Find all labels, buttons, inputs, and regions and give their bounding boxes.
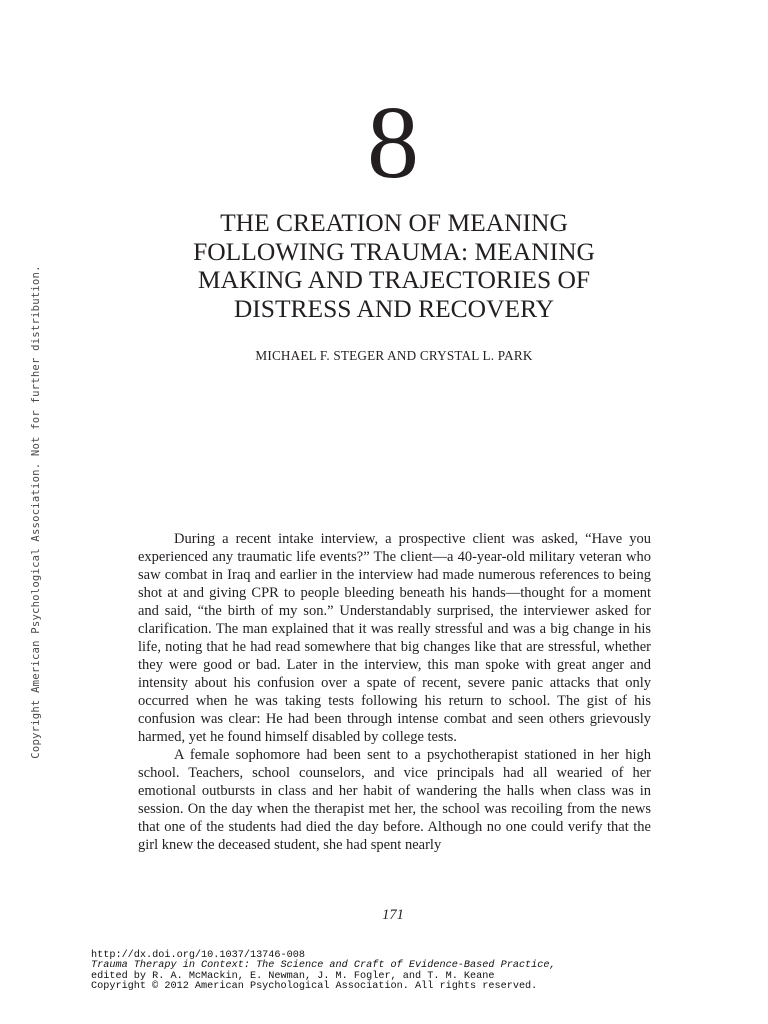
- editors-line: edited by R. A. McMackin, E. Newman, J. M. Fogler, and T. M. Keane: [91, 970, 495, 982]
- chapter-authors: MICHAEL F. STEGER AND CRYSTAL L. PARK: [255, 348, 533, 363]
- book-title: Trauma Therapy in Context: The Science and Craft of Evidence-Based Practice,: [91, 960, 556, 972]
- page-number: 171: [382, 907, 404, 923]
- copyright-side-notice: Copyright American Psychological Association. Not for further distribution.: [30, 265, 42, 759]
- doi-link[interactable]: http://dx.doi.org/10.1037/13746-008: [91, 950, 305, 961]
- chapter-body: [138, 530, 651, 854]
- body-paragraph: A female sophomore had been sent to a psychotherapist stationed in her high school. Teachers, school counselors, and vice principals had all wearied of her emotional outbursts in class and her habit of wandering the halls when class was in session. On the day when the therapist met her, the school was recoiling from the news that one of the students had died the day before. Although no one could verify that the girl knew the deceased student, she had spent nearly: [138, 747, 651, 853]
- chapter-title-line: MAKING AND TRAJECTORIES OF: [197, 265, 591, 294]
- chapter-title-line: FOLLOWING TRAUMA: MEANING: [193, 236, 595, 266]
- chapter-title-line: DISTRESS AND RECOVERY: [233, 293, 555, 323]
- chapter-title: [138, 209, 650, 323]
- copyright-line: Copyright © 2012 American Psychological Association. All rights reserved.: [91, 981, 538, 993]
- citation-footer: [91, 951, 556, 993]
- chapter-number: 8: [367, 85, 419, 200]
- body-paragraph: During a recent intake interview, a prospective client was asked, “Have you experienced any traumatic life events?” The client—a 40-year-old military veteran who saw combat in Iraq and earlier in the interview had made numerous references to being shot at and giving CPR to people bleeding beneath his hands—thought for a moment and said, “the birth of my son.” Understandably surprised, the interviewer asked for clarification. The man explained that it was really stressful and was a big change in his life, noting that he had read somewhere that big changes like that are stressful, whether they were good or bad. Later in the interview, this man spoke with great anger and intensity about his confusion over a spate of recent, severe panic attacks that only occurred when he was taking tests following his return to school. The gist of his confusion was clear: He had been through intense combat and seen others grievously harmed, yet he found himself disabled by college tests.: [138, 531, 651, 745]
- chapter-title-line: THE CREATION OF MEANING: [220, 208, 568, 237]
